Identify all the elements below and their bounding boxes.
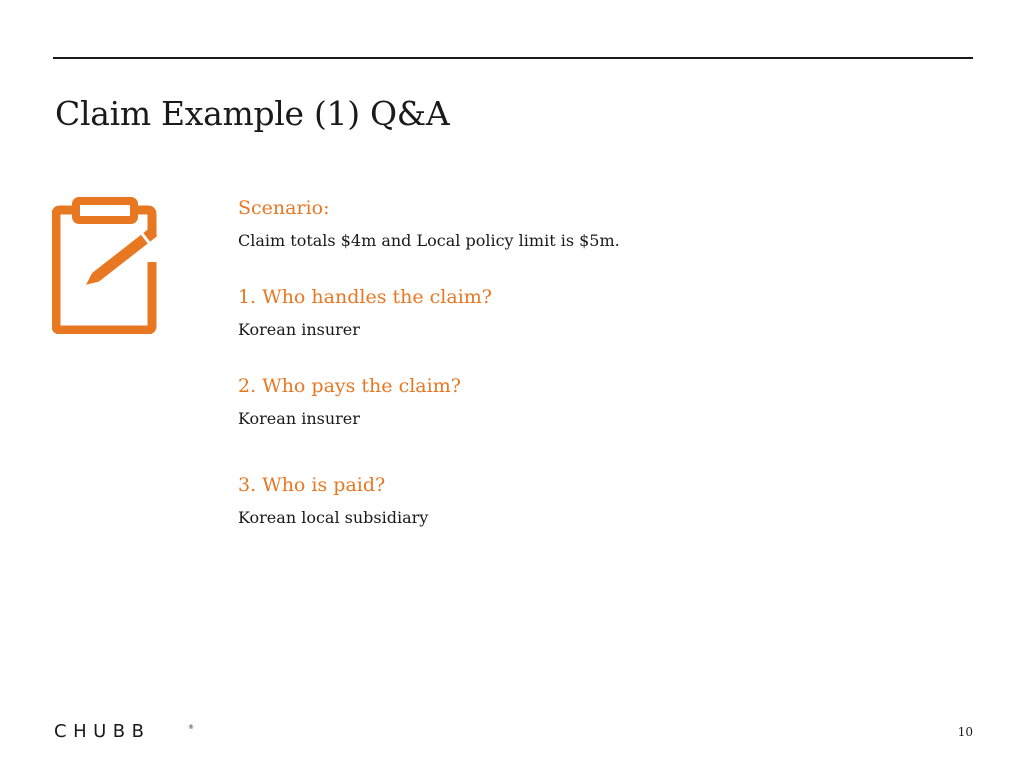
slide-title: Claim Example (1) Q&A: [55, 94, 450, 133]
logo-registered-mark: ®: [188, 724, 194, 731]
answer-2: Korean insurer: [238, 409, 360, 428]
chubb-logo: [54, 722, 196, 740]
clipboard-pencil-icon: [52, 196, 172, 334]
scenario-text: Claim totals $4m and Local policy limit is $5m.: [238, 231, 620, 250]
answer-3: Korean local subsidiary: [238, 508, 429, 527]
scenario-heading: Scenario:: [238, 197, 330, 219]
question-3: 3. Who is paid?: [238, 474, 386, 496]
question-1: 1. Who handles the claim?: [238, 286, 492, 308]
answer-1: Korean insurer: [238, 320, 360, 339]
top-divider: [53, 57, 973, 59]
question-2: 2. Who pays the claim?: [238, 375, 461, 397]
logo-text: CHUBB: [54, 722, 151, 740]
page-number: 10: [957, 725, 973, 739]
